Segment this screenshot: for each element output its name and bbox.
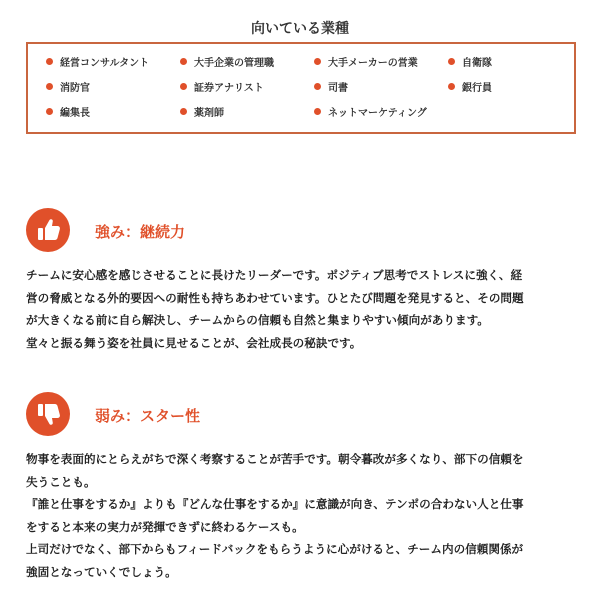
bullet-icon: [46, 108, 53, 115]
job-label: 自衛隊: [462, 58, 492, 69]
bullet-icon: [46, 83, 53, 90]
bullet-icon: [180, 58, 187, 65]
strength-title: 強み：継続力: [95, 223, 186, 241]
job-label: 証券アナリスト: [194, 83, 264, 94]
job-label: 消防官: [60, 83, 90, 94]
bullet-icon: [314, 83, 321, 90]
text-line: 上司だけでなく、部下からもフィードバックをもらうように心がけると、チーム内の信頼関係が: [26, 542, 524, 556]
text-line: 営の脅威となる外的要因への耐性も持ちあわせています。ひとたび問題を発見すると、その問題: [26, 290, 524, 305]
thumbs-up-icon: [26, 208, 70, 252]
bullet-icon: [180, 83, 187, 90]
job-label: 司書: [328, 83, 348, 94]
list-item: [448, 79, 492, 94]
jobs-box: [26, 42, 576, 134]
job-label: ネットマーケティング: [328, 108, 427, 119]
bullet-icon: [314, 58, 321, 65]
job-label: 大手メーカーの営業: [328, 58, 418, 69]
weakness-text: [26, 448, 578, 583]
text-line: が大きくなる前に自ら解決し、チームからの信頼も自然と集まりやすい傾向があります。: [26, 313, 489, 327]
job-label: 経営コンサルタント: [60, 58, 150, 69]
bullet-icon: [314, 108, 321, 115]
text-line: をすると本来の実力が発揮できずに終わるケースも。: [26, 519, 304, 534]
bullet-icon: [448, 83, 455, 90]
text-line: チームに安心感を感じさせることに長けたリーダーです。ポジティブ思考でストレスに強く、経: [26, 268, 523, 282]
text-line: 失うことも。: [26, 474, 96, 489]
list-item: [314, 104, 427, 119]
list-item: [46, 104, 90, 119]
jobs-title: 向いている業種: [251, 21, 349, 37]
job-label: 銀行員: [462, 83, 492, 94]
bullet-icon: [180, 108, 187, 115]
strength-text: [26, 264, 578, 354]
bullet-icon: [448, 58, 455, 65]
text-line: 堂々と振る舞う姿を社員に見せることが、会社成長の秘訣です。: [26, 335, 362, 350]
list-item: [180, 104, 224, 119]
bullet-icon: [46, 58, 53, 65]
job-label: 編集長: [60, 108, 90, 119]
list-item: [314, 79, 348, 94]
list-item: [180, 79, 264, 94]
weakness-title: 弱み：スター性: [95, 407, 201, 425]
text-line: 強固となっていくでしょう。: [26, 564, 177, 579]
text-line: 『誰と仕事をするか』よりも『どんな仕事をするか』に意識が向き、テンポの合わない人と仕事: [26, 497, 524, 511]
list-item: [180, 54, 274, 69]
list-item: [46, 79, 90, 94]
thumbs-down-icon: [26, 392, 70, 436]
job-label: 薬剤師: [194, 108, 224, 119]
text-line: 物事を表面的にとらえがちで深く考察することが苦手です。朝令暮改が多くなり、部下の信頼を: [26, 452, 524, 466]
job-label: 大手企業の管理職: [194, 58, 274, 69]
list-item: [46, 54, 149, 69]
list-item: [314, 54, 418, 69]
list-item: [448, 54, 492, 69]
